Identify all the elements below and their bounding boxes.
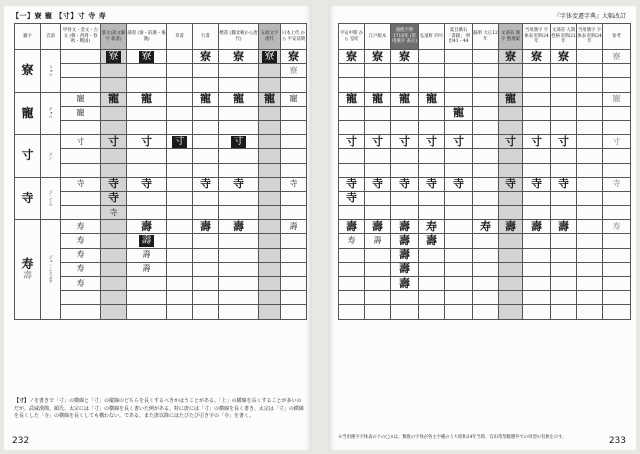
glyph-cell: 寮 — [262, 51, 277, 63]
glyph-cell: 寵 — [200, 92, 211, 106]
glyph-cell: 寮 — [558, 49, 569, 63]
glyph-cell: 寺 — [346, 191, 357, 205]
glyph-cell: 寺 — [108, 191, 119, 205]
glyph-cell: 寮 — [399, 49, 410, 63]
glyph-cell: 寸 — [426, 134, 437, 148]
note-marker: 【寸】 — [14, 398, 30, 404]
table-row — [339, 191, 631, 205]
right-running-header: 『字体変遷字典』大幅改訂 — [553, 13, 626, 20]
glyph-cell: 寮 — [200, 49, 211, 63]
glyph-cell: 寿 — [76, 250, 85, 260]
glyph-cell: 寮 — [346, 49, 357, 63]
glyph-cell: 壽 — [346, 219, 357, 233]
col-header: 弘道軒 四号 — [419, 24, 445, 50]
glyph-cell: 寵 — [76, 108, 85, 118]
glyph-cell: 寸 — [399, 134, 410, 148]
glyph-cell: 寸 — [531, 134, 542, 148]
glyph-cell: 寺 — [612, 179, 621, 189]
table-row — [339, 163, 631, 177]
glyph-cell: 寺 — [233, 177, 244, 191]
col-header: 篆文(説文解字 新書) — [101, 24, 127, 50]
glyph-cell: 寵 — [612, 94, 621, 104]
glyph-cell: 寸 — [172, 136, 187, 148]
glyph-cell: 寿 — [76, 221, 85, 231]
left-page — [4, 6, 312, 450]
glyph-cell: 寸 — [372, 134, 383, 148]
table-row — [339, 234, 631, 248]
col-header: 隷書 (秦・前漢・後漢) — [127, 24, 167, 50]
glyph-cell: 寸 — [453, 134, 464, 148]
col-header: 当用漢字 字体表 昭和24年 — [577, 24, 603, 50]
col-header: 五経文字 唐代 — [259, 24, 281, 50]
head-character: 寺 — [21, 190, 34, 205]
col-header: 楷書 (魏北朝から唐代) — [219, 24, 259, 50]
table-row — [339, 220, 631, 234]
reading: リョウ — [48, 64, 54, 77]
col-header: 康熙字典 1716年 (常用漢字 表示) — [391, 24, 419, 50]
glyph-cell: 寵 — [426, 92, 437, 106]
col-header: 夏目漱石 「書籍」 明治41・44 — [445, 24, 473, 50]
table-row — [339, 149, 631, 163]
glyph-cell: 寺 — [346, 177, 357, 191]
glyph-cell: 寺 — [289, 179, 298, 189]
glyph-cell: 寮 — [139, 51, 154, 63]
glyph-cell: 壽 — [142, 250, 151, 260]
glyph-cell: 壽 — [399, 262, 410, 276]
glyph-cell: 寮 — [372, 49, 383, 63]
glyph-cell: 壽 — [531, 219, 542, 233]
left-running-header: 【一】寮 寵 【寸】寸 寺 寿 — [12, 11, 107, 20]
glyph-cell: 寵 — [289, 94, 298, 104]
table-row — [339, 78, 631, 92]
table-row — [339, 64, 631, 78]
glyph-cell: 寺 — [453, 177, 464, 191]
col-header: 江戸版本 — [365, 24, 391, 50]
glyph-cell: 寺 — [108, 177, 119, 191]
glyph-cell: 寿 — [76, 264, 85, 274]
glyph-cell: 寵 — [233, 92, 244, 106]
right-table-header-row — [339, 24, 631, 50]
left-variant-table — [14, 23, 307, 320]
table-row — [339, 50, 631, 64]
glyph-cell: 寸 — [76, 136, 85, 146]
table-row — [339, 177, 631, 191]
reading: スン — [48, 151, 54, 160]
reading: ジ・てら — [48, 190, 54, 207]
glyph-cell: 壽 — [399, 248, 410, 262]
glyph-cell: 寿 — [76, 236, 85, 246]
table-row — [339, 291, 631, 305]
glyph-cell: 寺 — [505, 177, 516, 191]
glyph-cell: 壽 — [142, 264, 151, 274]
glyph-cell: 寮 — [233, 49, 244, 63]
table-row — [15, 177, 307, 191]
page-number-right: 233 — [608, 436, 626, 446]
glyph-cell: 寮 — [505, 49, 516, 63]
glyph-cell: 寵 — [141, 92, 152, 106]
glyph-cell: 寸 — [505, 134, 516, 148]
head-character: 寸 — [21, 148, 34, 163]
glyph-cell: 寺 — [76, 179, 85, 189]
glyph-cell: 寺 — [531, 177, 542, 191]
head-character: 寿 — [21, 256, 34, 271]
glyph-cell: 寵 — [264, 92, 275, 106]
glyph-cell: 壽 — [289, 221, 298, 231]
glyph-cell: 寺 — [109, 207, 118, 217]
col-header: 平安中期 から 室町 — [339, 24, 365, 50]
glyph-cell: 寿 — [480, 219, 491, 233]
footnote: ※当用漢字字体表の下の◯×は、類推の字体が各主字種のうち昭和24年当時、官田常型範選外での母型の有無を示す。 — [338, 435, 567, 440]
glyph-cell: 壽 — [233, 219, 244, 233]
glyph-cell: 寵 — [346, 92, 357, 106]
col-header: 参考 — [603, 24, 631, 50]
glyph-cell: 寸 — [612, 136, 621, 146]
table-row — [15, 220, 307, 234]
col-header: 日本上代 から 平安前期 — [281, 24, 307, 50]
table-row — [339, 206, 631, 220]
glyph-cell: 寺 — [558, 177, 569, 191]
glyph-cell: 壽 — [505, 219, 516, 233]
glyph-cell: 寸 — [141, 134, 152, 148]
glyph-cell: 寮 — [531, 49, 542, 63]
reading: ジュ・ことぶき — [48, 255, 54, 284]
glyph-cell: 寮 — [288, 49, 299, 63]
glyph-cell: 寵 — [505, 92, 516, 106]
glyph-cell: 壽 — [373, 236, 382, 246]
glyph-cell: 寸 — [558, 134, 569, 148]
glyph-cell: 壽 — [372, 219, 383, 233]
glyph-cell: 壽 — [558, 219, 569, 233]
col-header: 蘇明 大正12年 — [473, 24, 499, 50]
glyph-cell: 寺 — [372, 177, 383, 191]
table-row — [15, 92, 307, 106]
glyph-cell: 寵 — [399, 92, 410, 106]
glyph-cell: 壽 — [426, 234, 437, 248]
glyph-cell: 壽 — [139, 235, 154, 247]
glyph-cell: 寮 — [289, 65, 298, 75]
table-row — [15, 50, 307, 64]
glyph-cell: 壽 — [399, 234, 410, 248]
table-row — [339, 305, 631, 319]
glyph-cell: 寺 — [399, 177, 410, 191]
glyph-cell: 寿 — [612, 221, 621, 231]
glyph-cell: 壽 — [141, 219, 152, 233]
right-page — [328, 6, 636, 450]
glyph-cell: 寸 — [108, 134, 119, 148]
table-row — [339, 262, 631, 276]
glyph-cell: 寸 — [346, 134, 357, 148]
table-row — [339, 135, 631, 149]
left-table-header-row — [15, 24, 307, 50]
head-variant: 壽 — [22, 270, 32, 281]
glyph-cell: 寿 — [426, 219, 437, 233]
commentary-note — [14, 398, 306, 421]
glyph-cell: 寵 — [76, 94, 85, 104]
table-row — [339, 120, 631, 134]
glyph-cell: 壽 — [399, 219, 410, 233]
col-header: 音訓 — [41, 24, 61, 50]
glyph-cell: 壽 — [200, 219, 211, 233]
glyph-cell: 寵 — [453, 106, 464, 120]
right-variant-table — [338, 23, 631, 320]
table-row — [339, 277, 631, 291]
glyph-cell: 寸 — [231, 136, 246, 148]
col-header: 草書 — [167, 24, 193, 50]
table-row — [15, 135, 307, 149]
glyph-cell: 寿 — [76, 278, 85, 288]
page-number-left: 232 — [12, 436, 30, 446]
note-text: ノを書きで「寸」の横線と「寸」の縦線のどちらを長くするべきかはうことがある。「上」の横線を長くすることが多いのだが、武威漢簡、顔氏、太宗には「寸」の横線を長く書いた例がある。特に唐には「寸」の横線を長く書き、太宗は「寸」の横線を長くした「寺」の横線を長くしても構わない。である。また唐以降にはたびたび引き字の「寺」を書く。 — [14, 398, 304, 419]
col-header: 文部省 人間性格 昭和21年 — [551, 24, 577, 50]
head-character: 寮 — [21, 63, 34, 78]
col-header: 甲骨文・金文・古文 (韓・西周・春秋・戦国) — [61, 24, 101, 50]
glyph-cell: 寮 — [106, 51, 121, 63]
glyph-cell: 寮 — [612, 51, 621, 61]
col-header: 行書 — [193, 24, 219, 50]
glyph-cell: 寿 — [347, 236, 356, 246]
glyph-cell: 寺 — [200, 177, 211, 191]
glyph-cell: 寺 — [426, 177, 437, 191]
table-row — [339, 106, 631, 120]
table-row — [339, 92, 631, 106]
col-header: 当用漢字 字体表 昭和24年 — [523, 24, 551, 50]
table-row — [339, 248, 631, 262]
glyph-cell: 寵 — [108, 92, 119, 106]
glyph-cell: 壽 — [399, 276, 410, 290]
glyph-cell: 寵 — [372, 92, 383, 106]
col-header: 文部省 漢字 整理案 — [499, 24, 523, 50]
reading: チョウ — [48, 107, 54, 120]
head-character: 寵 — [21, 105, 34, 120]
col-header: 親字 — [15, 24, 41, 50]
glyph-cell: 寺 — [141, 177, 152, 191]
